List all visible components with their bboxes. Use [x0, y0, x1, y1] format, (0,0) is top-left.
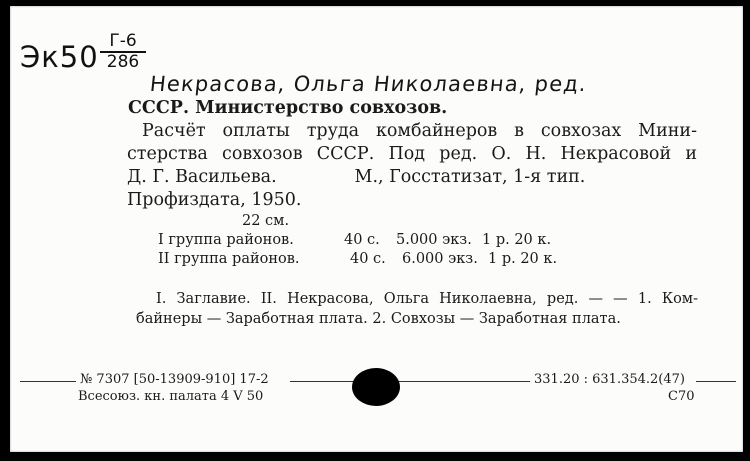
group-price: 1 р. 20 к.	[482, 232, 552, 248]
title-line: стерства совхозов СССР. Под ред. О. Н. Некрасовой и	[127, 144, 697, 164]
footer-rule-right	[696, 381, 736, 382]
footer-rule-left	[20, 381, 80, 382]
shelf-mark-numerator: Г-6	[100, 32, 146, 53]
tracings-line: I. Заглавие. II. Некрасова, Ольга Николаевна, ред. — — 1. Ком-	[156, 291, 698, 307]
size: 22 см.	[242, 213, 290, 229]
title-line: Расчёт оплаты труда комбайнеров в совхозах Мини-	[142, 121, 697, 141]
group-label: II группа районов.	[158, 251, 300, 267]
tracings-line: байнеры — Заработная плата. 2. Совхозы — Заработная плата.	[136, 311, 621, 327]
footer-rule-middle	[290, 381, 540, 382]
catalog-card	[10, 6, 743, 452]
heading: СССР. Министерство совхозов.	[128, 98, 448, 118]
title-line: Профиздата, 1950.	[127, 190, 302, 210]
shelf-mark: Эк50	[20, 40, 99, 74]
group-copies: 6.000 экз.	[402, 251, 478, 267]
classification: 331.20 : 631.354.2(47)	[530, 372, 689, 387]
title-line: Д. Г. Васильева. М., Госстатизат, 1-я тип.	[127, 167, 586, 187]
group-label: I группа районов.	[158, 232, 294, 248]
group-pages: 40 с.	[350, 251, 386, 267]
shelf-mark-denominator: 286	[106, 52, 140, 72]
chamber: Всесоюз. кн. палата 4 V 50	[78, 389, 264, 404]
card-number: № 7307 [50-13909-910] 17-2	[76, 372, 273, 387]
group-price: 1 р. 20 к.	[488, 251, 558, 267]
shelf-mark-fraction	[100, 32, 146, 72]
group-copies: 5.000 экз.	[396, 232, 472, 248]
ink-blot	[352, 368, 400, 406]
handwritten-author: Некрасова, Ольга Николаевна, ред.	[148, 72, 589, 96]
group-pages: 40 с.	[344, 232, 380, 248]
classification-code: С70	[668, 389, 695, 404]
